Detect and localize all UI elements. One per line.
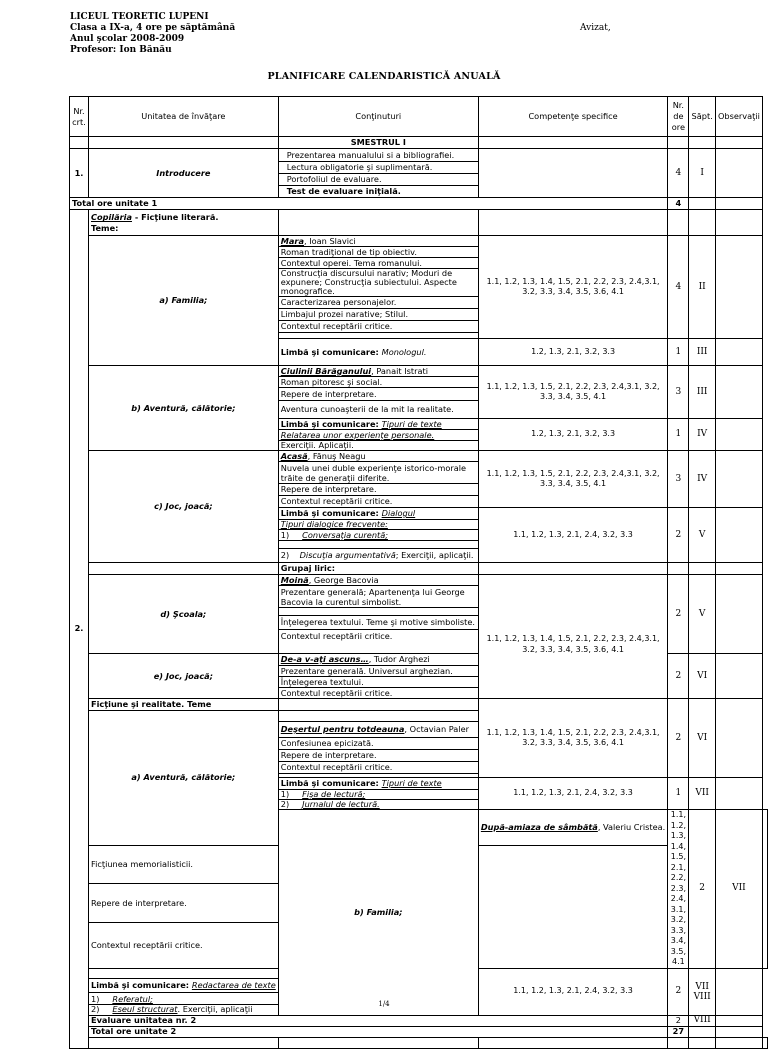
content-item: Roman pitoresc şi social. (278, 377, 478, 388)
content-item: 2) Jurnalul de lectură. (278, 800, 478, 810)
content-item: Aventura cunoaşterii de la mit la realitate. (278, 401, 478, 419)
table-row (70, 210, 768, 236)
evaluation-label: Evaluare unitatea nr. 2 (88, 1015, 667, 1026)
week-cell: VII (689, 778, 715, 810)
week-cell: IV (689, 419, 715, 451)
lyric-group-label: Grupaj liric: (278, 563, 478, 575)
table-header-row (70, 97, 768, 137)
content-item: Confesiunea epicizată. (278, 738, 478, 750)
competencies-cell: 1.1, 1.2, 1.3, 1.5, 2.1, 2.2, 2.3, 2.4,3.1, 3.2, 3.3, 3.4, 3.5, 4.1 (478, 366, 667, 419)
header-unit: Unitatea de învăţare (88, 97, 278, 137)
competencies-cell: 1.1, 1.2, 1.3, 2.1, 2.4, 3.2, 3.3 (478, 968, 667, 1015)
hours-cell: 3 (668, 451, 689, 508)
unit-topic: Copilăria - Ficţiune literară. Teme: (88, 210, 278, 236)
unit-number: 1. (70, 149, 89, 198)
content-item: Prezentare generală. Universul arghezian. (278, 666, 478, 677)
content-item: Contextul receptării critice. (278, 496, 478, 508)
content-item: Înţelegerea textului. Teme şi motive simboliste. (278, 616, 478, 630)
unit-total-hours: 4 (668, 198, 689, 210)
header-nr: Nr. crt. (70, 97, 89, 137)
week-cell: II (689, 236, 715, 339)
approval-note: Avizat, (580, 23, 611, 33)
unit-title: Introducere (88, 149, 278, 198)
content-item: 1) Referatul; (88, 992, 278, 1004)
week-cell: VI (689, 699, 715, 778)
week-cell: VII (715, 810, 762, 969)
content-item: Test de evaluare iniţială. (278, 186, 478, 198)
competencies-cell: 1.1, 1.2, 1.3, 1.4, 1.5, 2.1, 2.2, 2.3, 2.4,3.1, 3.2, 3.3, 3.4, 3.5, 3.6, 4.1 (478, 699, 667, 778)
language-item: Limbă şi comunicare: Tipuri de texte (278, 419, 478, 430)
subunit-label: a) Aventură, călătorie; (88, 711, 278, 846)
content-item: Prezentarea manualului si a bibliografiei. (278, 149, 478, 162)
evaluation-row (70, 1015, 768, 1026)
school-name: LICEUL TEORETIC LUPENI (70, 12, 209, 22)
week-cell: VI (689, 654, 715, 699)
week-cell: I (689, 149, 715, 198)
content-item: Contextul receptării critice. (88, 923, 278, 968)
content-item: Ficţiunea memorialisticii. (88, 845, 278, 884)
subunit-label: e) Joc, joacă; (88, 654, 278, 699)
unit-total-hours: 27 (668, 1026, 689, 1037)
content-item: 2) Discuţia argumentativă; Exerciţii, aplicaţii. (278, 549, 478, 563)
competencies-cell: 1.1, 1.2, 1.3, 1.4, 1.5, 2.1, 2.2, 2.3, 2.4,3.1, 3.2, 3.3, 3.4, 3.5, 3.6, 4.1 (478, 575, 667, 699)
empty-row (70, 1037, 768, 1048)
week-cell: VIII (689, 1015, 715, 1026)
table-row (70, 451, 768, 462)
hours-cell: 3 (668, 366, 689, 419)
teacher-line: Profesor: Ion Bănău (70, 45, 172, 55)
subunit-label: a) Familia; (88, 236, 278, 366)
subunit-label: b) Familia; (278, 810, 478, 1016)
week-cell: V (689, 508, 715, 563)
unit-number: 2. (70, 210, 89, 1049)
content-item: Construcţia discursului narativ; Moduri de expunere; Construcţia subiectului. Aspecte monografice. (278, 269, 478, 297)
content-item: Relatarea unor experienţe personale. (278, 430, 478, 441)
table-row (70, 366, 768, 377)
hours-cell: 2 (668, 508, 689, 563)
content-item: Ciulinii Bărăganului, Panait Istrati (278, 366, 478, 377)
content-item: Contextul operei. Tema romanului. (278, 258, 478, 269)
content-item: Mara, Ioan Slavici (278, 236, 478, 247)
document-title: PLANIFICARE CALENDARISTICĂ ANUALĂ (267, 71, 501, 82)
language-item: Limbă şi comunicare: Redactarea de texte (88, 978, 278, 992)
header-content: Conţinuturi (278, 97, 478, 137)
hours-cell: 4 (668, 236, 689, 339)
content-item: Repere de interpretare. (88, 884, 278, 923)
competencies-cell: 1.2, 1.3, 2.1, 3.2, 3.3 (478, 339, 667, 366)
week-cell: III (689, 339, 715, 366)
page-number: 1/4 (378, 1000, 390, 1008)
hours-cell: 2 (689, 810, 715, 969)
header-week: Săpt. (689, 97, 715, 137)
week-cell: V (689, 575, 715, 654)
document-header (70, 12, 235, 56)
week-cell: III (689, 366, 715, 419)
content-item: Înţelegerea textului. (278, 677, 478, 688)
content-item: Repere de interpretare. (278, 750, 478, 762)
hours-cell: 2 (668, 968, 689, 1015)
hours-cell: 2 (668, 699, 689, 778)
content-item: Contextul receptării critice. (278, 630, 478, 654)
planning-table (69, 96, 768, 1049)
content-item: 1) Conversaţia curentă; (278, 530, 478, 541)
content-item: Caracterizarea personajelor. (278, 297, 478, 309)
hours-cell: 1 (668, 339, 689, 366)
content-item: Deşertul pentru totdeauna, Octavian Paler (278, 722, 478, 738)
class-line: Clasa a IX-a, 4 ore pe săptămână (70, 23, 236, 33)
content-item: Tipuri dialogice frecvente: (278, 520, 478, 530)
content-item: Exerciţii. Aplicaţii. (278, 441, 478, 451)
competencies-cell: 1.1, 1.2, 1.3, 1.4, 1.5, 2.1, 2.2, 2.3, 2.4,3.1, 3.2, 3.3, 3.4, 3.5, 3.6, 4.1 (478, 236, 667, 339)
content-item: Nuvela unei duble experienţe istorico-morale trăite de generaţii diferite. (278, 462, 478, 484)
language-item: Limbă şi comunicare: Tipuri de texte (278, 778, 478, 790)
content-item: Repere de interpretare. (278, 388, 478, 401)
semester-label: SMESTRUL I (278, 137, 478, 149)
content-item: Acasă, Fănuş Neagu (278, 451, 478, 462)
table-row (70, 575, 768, 586)
content-item: Limbajul prozei narative; Stilul. (278, 309, 478, 321)
table-row (70, 236, 768, 247)
content-item: Repere de interpretare. (278, 484, 478, 496)
semester-row (70, 137, 768, 149)
table-row (70, 563, 768, 575)
header-competencies: Competenţe specifice (478, 97, 667, 137)
unit-total-row (70, 198, 768, 210)
week-cell: VII VIII (689, 968, 715, 1015)
week-cell: IV (689, 451, 715, 508)
subunit-label: c) Joc, joacă; (88, 451, 278, 563)
competencies-cell: 1.1, 1.2, 1.3, 1.5, 2.1, 2.2, 2.3, 2.4,3.1, 3.2, 3.3, 3.4, 3.5, 4.1 (478, 451, 667, 508)
hours-cell: 2 (668, 1015, 689, 1026)
content-item: De-a v-aţi ascuns…, Tudor Arghezi (278, 654, 478, 666)
subunit-label: d) Şcoala; (88, 575, 278, 654)
table-row (70, 699, 768, 711)
hours-cell: 1 (668, 419, 689, 451)
language-item: Limbă şi comunicare: Dialogul (278, 508, 478, 520)
section-label: Ficţiune şi realitate. Teme (88, 699, 278, 711)
content-item: Prezentare generală; Apartenenţa lui George Bacovia la curentul simbolist. (278, 586, 478, 608)
hours-cell: 4 (668, 149, 689, 198)
content-item: Roman tradiţional de tip obiectiv. (278, 247, 478, 258)
competencies-cell: 1.1, 1.2, 1.3, 2.1, 2.4, 3.2, 3.3 (478, 778, 667, 810)
competencies-cell: 1.1, 1.2, 1.3, 2.1, 2.4, 3.2, 3.3 (478, 508, 667, 563)
competencies-cell: 1.2, 1.3, 2.1, 3.2, 3.3 (478, 419, 667, 451)
language-item: Limbă şi comunicare: Monologul. (278, 339, 478, 366)
content-item: Contextul receptării critice. (278, 321, 478, 333)
header-notes: Observaţii (715, 97, 762, 137)
content-item: Contextul receptării critice. (278, 688, 478, 699)
subunit-label: b) Aventură, călătorie; (88, 366, 278, 451)
content-item: După-amiaza de sâmbătă, Valeriu Cristea. (478, 810, 667, 846)
hours-cell: 2 (668, 575, 689, 654)
hours-cell: 2 (668, 654, 689, 699)
header-hours: Nr. de ore (668, 97, 689, 137)
school-year-line: Anul şcolar 2008-2009 (70, 34, 185, 44)
content-item: Portofoliul de evaluare. (278, 174, 478, 186)
content-item: Moină, George Bacovia (278, 575, 478, 586)
content-item: 2) Eseul structurat. Exerciţii, aplicaţii (88, 1004, 278, 1015)
unit-total-label: Total ore unitate 2 (88, 1026, 667, 1037)
hours-cell: 1 (668, 778, 689, 810)
content-item: Lectura obligatorie şi suplimentară. (278, 162, 478, 174)
content-item: 1) Fişa de lectură; (278, 790, 478, 800)
table-row (70, 149, 768, 162)
competencies-cell: 1.1, 1.2, 1.3, 1.4, 1.5, 2.1, 2.2, 2.3, 2.4, 3.1, 3.2, 3.3, 3.4, 3.5, 4.1 (668, 810, 689, 969)
unit-total-row (70, 1026, 768, 1037)
unit-total-label: Total ore unitate 1 (70, 198, 668, 210)
content-item: Contextul receptării critice. (278, 762, 478, 774)
